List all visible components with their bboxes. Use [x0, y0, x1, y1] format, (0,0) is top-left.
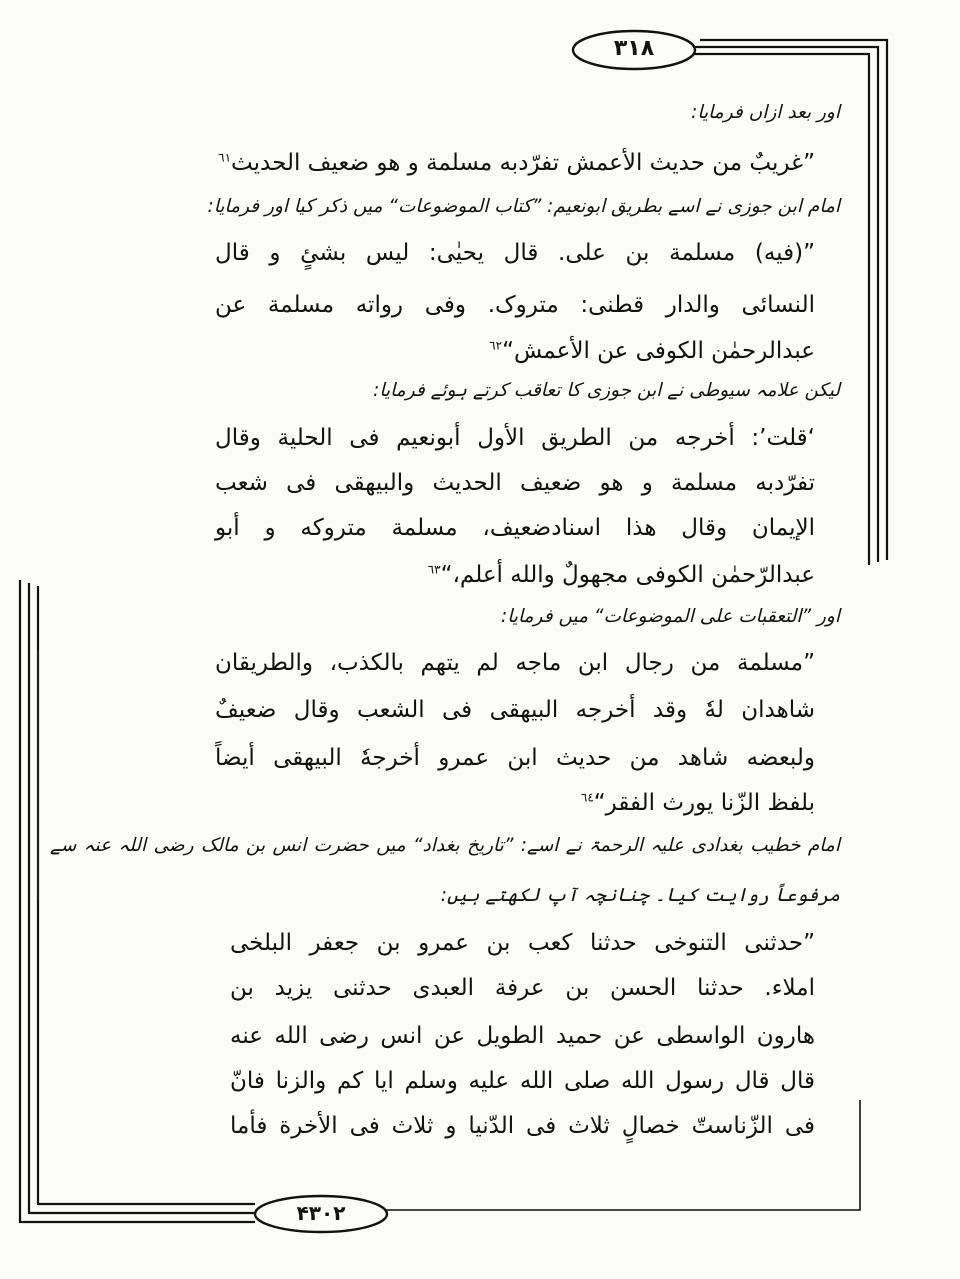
quote-text: ”غریبٌ من حدیث الأعمش تفرّدبه مسلمة و هو ضعیف الحدیث	[231, 150, 815, 176]
urdu-line: لیکن علامہ سیوطی نے ابن جوزی کا تعاقب کرتے ہوئے فرمایا:	[373, 380, 840, 401]
urdu-line: مرفوعاً روایت کیا۔ چنانچہ آپ لکھتے ہیں:	[440, 885, 840, 906]
arabic-quote-line: فی الزّناستّ خصالٍ ثلاث فی الدّنیا و ثلاث فی الأخرة فأما	[230, 1113, 815, 1139]
arabic-quote-line: هارون الواسطی عن حمید الطویل عن انس رضی الله عنه	[230, 1023, 815, 1049]
arabic-quote-line: النسائی والدار قطنی: متروک. وفی رواته مسلمة عن	[215, 292, 815, 318]
quote-text: بلفظ الزّنا یورث الفقر“	[593, 790, 815, 816]
urdu-line: امام خطیب بغدادی علیہ الرحمۃ نے اسے: ”تاریخ بغداد“ میں حضرت انس بن مالک رضی اللہ عنہ سے	[50, 835, 840, 856]
arabic-quote-line: ”مسلمة من رجال ابن ماجه لم یتهم بالکذب، والطریقان	[215, 650, 815, 676]
footnote-marker: ٦٢	[489, 338, 503, 353]
urdu-line: اور بعد ازاں فرمایا:	[691, 102, 840, 123]
arabic-quote-line	[490, 790, 815, 818]
footer-page-number: ۴۳۰۲	[296, 1201, 346, 1225]
arabic-quote-line: تفرّدبه مسلمة و هو ضعیف الحدیث والبیهقی فی شعب	[215, 470, 815, 496]
arabic-quote-line: ولبعضه شاهد من حدیث ابن عمرو أخرجهٗ البیهقی أیضاً	[215, 745, 815, 771]
urdu-line: اور ”التعقبات علی الموضوعات“ میں فرمایا:	[500, 606, 840, 627]
arabic-quote-line: ”(فیه) مسلمة بن علی. قال یحیٰی: لیس بشئٍ و قال	[215, 240, 815, 266]
arabic-quote-line: قال قال رسول الله صلی الله علیه وسلم ایا کم والزنا فانّ	[230, 1068, 815, 1094]
quote-text: عبدالرّحمٰن الکوفی مجهولٌ والله أعلم،“	[440, 562, 815, 588]
arabic-quote-line	[380, 562, 815, 590]
quote-text: عبدالرحمٰن الکوفی عن الأعمش“	[502, 338, 815, 364]
footnote-marker: ٦٣	[427, 562, 441, 577]
arabic-quote-line: املاء. حدثنا الحسن بن عرفة العبدی حدثنی یزید بن	[230, 975, 815, 1001]
arabic-quote-line: ‘قلت’: أخرجه من الطریق الأول أبونعیم فی الحلیة وقال	[215, 425, 815, 451]
footnote-marker: ٦٤	[580, 790, 594, 805]
urdu-line: امام ابن جوزی نے اسے بطریق ابونعیم: ”کتاب الموضوعات“ میں ذکر کیا اور فرمایا:	[207, 196, 840, 217]
footnote-marker: ٦١	[218, 150, 232, 165]
arabic-quote-line: ”حدثنی التنوخی حدثنا کعب بن عمرو بن جعفر البلخی	[230, 930, 815, 956]
arabic-quote-line	[218, 150, 815, 178]
arabic-quote-line: الإیمان وقال هذا اسنادضعیف، مسلمة متروکه و أبو	[215, 515, 815, 541]
header-page-number: ۳۱۸	[613, 36, 655, 61]
arabic-quote-line	[400, 338, 815, 366]
arabic-quote-line: شاهدان لهٗ وقد أخرجه البیهقی فی الشعب وقال ضعیفٌ	[215, 697, 815, 723]
